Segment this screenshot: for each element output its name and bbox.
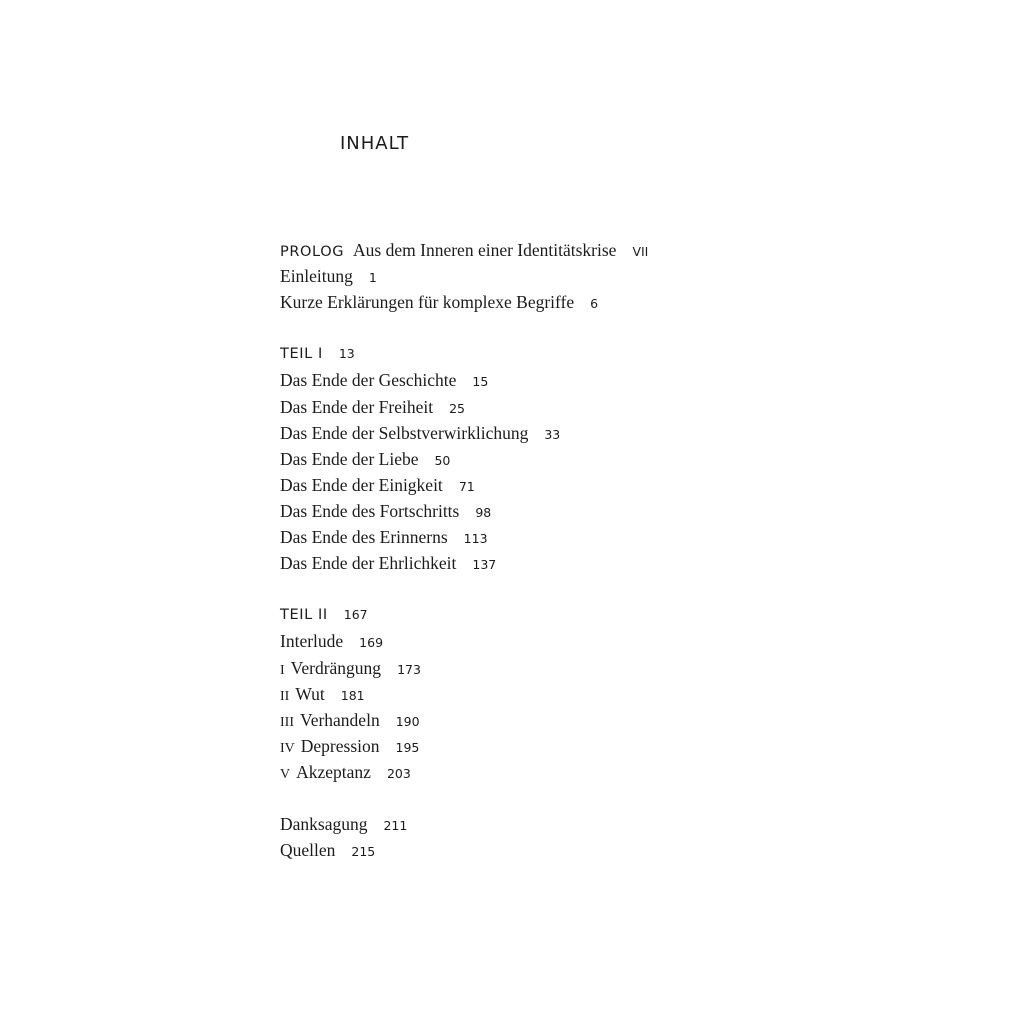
entry-title: Danksagung [280,814,368,835]
chapter-title: Das Ende des Erinnerns [280,527,448,548]
entry-page: 169 [359,635,384,651]
toc-chapter-entry[interactable] [280,367,780,393]
chapter-title: Das Ende der Freiheit [280,396,434,417]
toc-chapter-entry[interactable] [280,550,780,576]
prolog-title: Aus dem Inneren einer Identitätskrise [353,240,617,260]
prolog-page: VII [632,244,649,259]
chapter-title: Depression [300,735,380,756]
chapter-page: 98 [475,504,492,520]
chapter-page: 137 [472,557,497,573]
chapter-page: 33 [544,426,561,442]
entry-title: Quellen [280,840,336,861]
chapter-title: Akzeptanz [296,761,371,782]
part-page: 167 [343,607,368,623]
toc-chapter-entry[interactable] [280,446,780,472]
toc-chapter-entry[interactable] [280,759,780,785]
section-spacer [280,576,780,602]
chapter-title: Das Ende der Geschichte [280,370,457,391]
toc-entry-prolog[interactable] [280,237,780,263]
chapter-title: Verhandeln [300,709,380,730]
chapter-page: 25 [449,400,465,416]
chapter-title: Verdrängung [290,657,382,678]
toc-chapter-entry[interactable] [280,524,780,550]
chapter-page: 190 [395,713,420,729]
prolog-label: PROLOG [280,244,345,260]
entry-page: 211 [383,818,408,834]
chapter-page: 113 [463,531,488,547]
toc-entry-danksagung[interactable] [280,811,780,837]
chapter-numeral: V [280,766,291,782]
toc-entry-erklaerungen[interactable] [280,289,780,315]
chapter-title: Das Ende der Ehrlichkeit [280,553,457,574]
toc-chapter-entry[interactable] [280,681,780,707]
toc-entry-quellen[interactable] [280,837,780,863]
toc-part-heading-2[interactable] [280,602,780,628]
toc-chapter-entry[interactable] [280,420,780,446]
entry-title: Kurze Erklärungen für komplexe Begriffe [280,292,575,313]
chapter-page: 173 [397,661,421,677]
entry-page: 6 [590,296,599,312]
entry-page: 215 [351,844,376,860]
toc-chapter-entry[interactable] [280,655,780,681]
chapter-page: 71 [458,478,475,494]
toc-chapter-entry[interactable] [280,733,780,759]
chapter-title: Das Ende der Einigkeit [280,474,443,495]
toc-chapter-entry[interactable] [280,498,780,524]
part-page: 13 [338,346,355,362]
chapter-title: Das Ende des Fortschritts [280,500,460,521]
toc-entry-interlude[interactable] [280,628,780,654]
toc-chapter-entry[interactable] [280,472,780,498]
toc-part-heading-1[interactable] [280,341,780,367]
table-of-contents [280,237,780,863]
chapter-page: 195 [395,739,420,755]
chapter-numeral: II [280,688,290,704]
section-spacer [280,785,780,811]
toc-chapter-entry[interactable] [280,707,780,733]
chapter-page: 203 [386,765,411,781]
page-title: INHALT [340,133,410,154]
entry-title: Einleitung [280,266,353,287]
chapter-title: Wut [295,683,325,704]
chapter-page: 15 [472,374,489,390]
chapter-page: 50 [434,452,451,468]
chapter-title: Das Ende der Liebe [280,448,419,469]
toc-chapter-entry[interactable] [280,394,780,420]
chapter-numeral: I [280,662,285,678]
part-label: TEIL I [280,346,323,363]
chapter-page: 181 [340,687,365,703]
toc-entry-einleitung[interactable] [280,263,780,289]
section-spacer [280,315,780,341]
entry-page: 1 [368,270,377,286]
chapter-numeral: IV [280,740,295,756]
entry-title: Interlude [280,631,344,652]
part-label: TEIL II [280,607,328,624]
chapter-numeral: III [280,714,294,730]
chapter-title: Das Ende der Selbstverwirklichung [280,422,529,443]
